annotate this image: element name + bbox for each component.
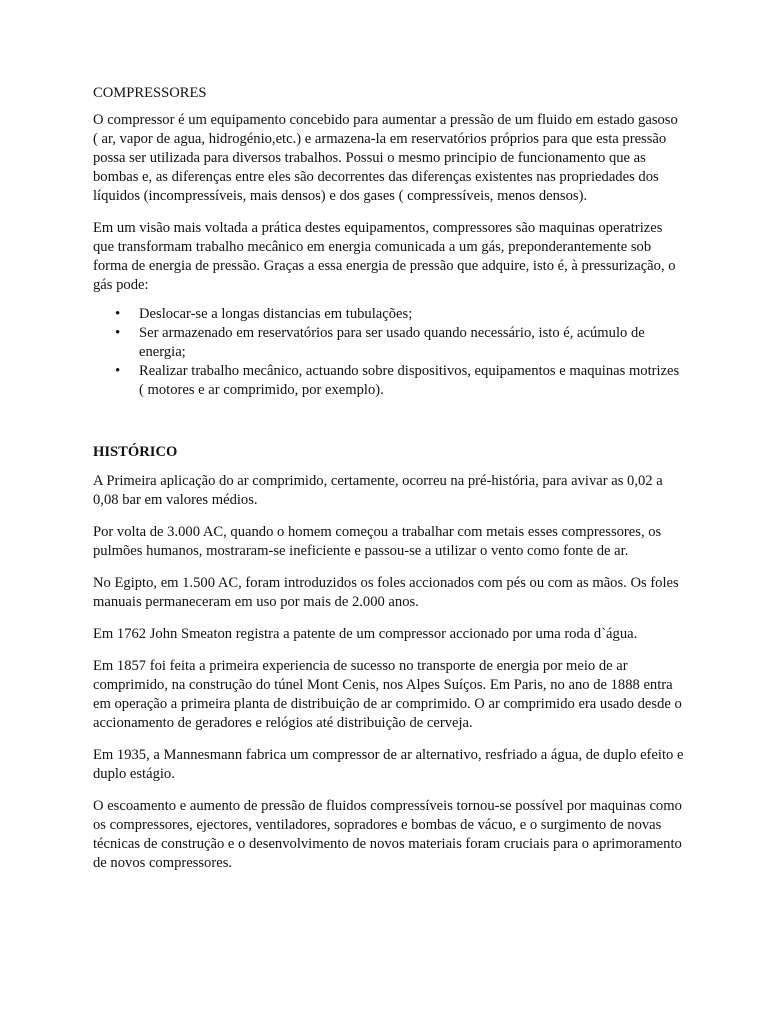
document-page [93,84,685,886]
list-item: • Ser armazenado em reservatórios para ser usado quando necessário, isto é, acúmulo de energia; [139,324,685,362]
section-heading-historico: HISTÓRICO [93,444,178,460]
list-item: • Deslocar-se a longas distancias em tubulações; [139,305,685,324]
historico-paragraph: Em 1935, a Mannesmann fabrica um compressor de ar alternativo, resfriado a água, de duplo efeito e duplo estágio. [93,747,684,782]
intro-section [93,111,685,295]
historico-paragraph: Por volta de 3.000 AC, quando o homem começou a trabalhar com metais esses compressores, os pulmões humanos, mostraram-se ineficiente e passou-se a utilizar o vento como fonte de ar. [93,524,662,559]
document-title: COMPRESSORES [93,85,207,101]
historico-paragraph: No Egipto, em 1.500 AC, foram introduzidos os foles accionados com pés ou com as mãos. Os foles manuais permaneceram em uso por mais de 2.000 anos. [93,575,679,610]
list-item: • Realizar trabalho mecânico, actuando sobre dispositivos, equipamentos e maquinas motrizes ( motores e ar comprimido, por exemplo). [139,362,685,400]
historico-section [93,472,685,873]
historico-paragraph: O escoamento e aumento de pressão de fluidos compressíveis tornou-se possível por maquinas como os compressores, ejectores, ventiladores, sopradores e bombas de vácuo, e o surgimento de novas técnicas de construção e o desenvolvimento de novos materiais foram cruciais para o aprimoramento de novos compressores. [93,798,682,871]
historico-paragraph: Em 1762 John Smeaton registra a patente de um compressor accionado por uma roda d`água. [93,626,638,642]
capabilities-list [93,305,685,400]
intro-paragraph: O compressor é um equipamento concebido para aumentar a pressão de um fluido em estado gasoso ( ar, vapor de agua, hidrogénio,etc.) e armazena-la em reservatórios próprios para que esta pressão possa ser utilizada para diversos trabalhos. Possui o mesmo principio de funcionamento que as bombas e, as diferenças entre eles são decorrentes das diferenças existentes nas propriedades dos líquidos (incompressíveis, mais densos) e dos gases ( compressíveis, menos densos). [93,112,678,204]
historico-paragraph: Em 1857 foi feita a primeira experiencia de sucesso no transporte de energia por meio de ar comprimido, na construção do túnel Mont Cenis, nos Alpes Suíços. Em Paris, no ano de 1888 entra em operação a primeira planta de distribuição de ar comprimido. O ar comprimido era usado desde o accionamento de geradores e relógios até distribuição de cerveja. [93,658,682,731]
intro-paragraph: Em um visão mais voltada a prática destes equipamentos, compressores são maquinas operatrizes que transformam trabalho mecânico em energia comunicada a um gás, preponderantemente sob forma de energia de pressão. Graças a essa energia de pressão que adquire, isto é, à pressurização, o gás pode: [93,220,676,293]
historico-paragraph: A Primeira aplicação do ar comprimido, certamente, ocorreu na pré-história, para avivar as 0,02 a 0,08 bar em valores médios. [93,473,663,508]
